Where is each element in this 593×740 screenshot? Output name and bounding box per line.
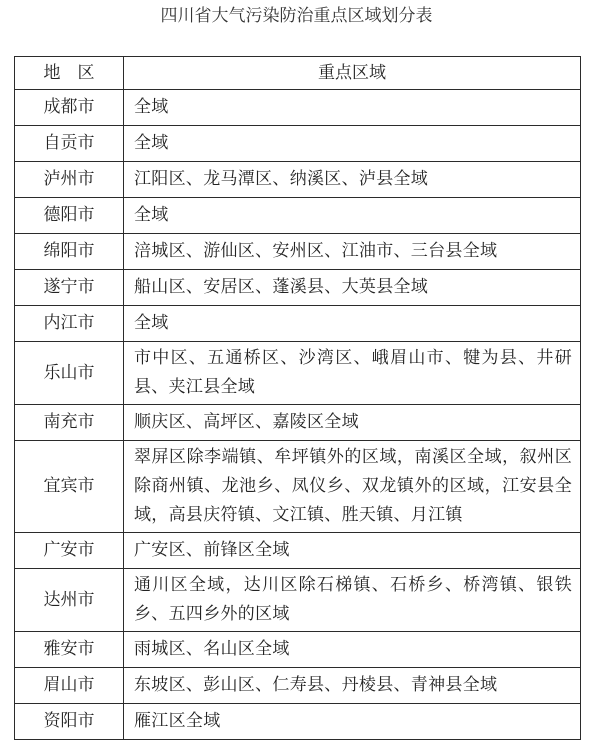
table-row — [15, 569, 581, 632]
key-area-cell: 船山区、安居区、蓬溪县、大英县全域 — [124, 270, 581, 306]
table-row — [15, 90, 581, 126]
header-key-area: 重点区域 — [124, 57, 581, 90]
region-cell: 德阳市 — [15, 198, 124, 234]
region-cell: 雅安市 — [15, 632, 124, 668]
table-row — [15, 668, 581, 704]
table-row — [15, 533, 581, 569]
key-area-cell: 全域 — [124, 306, 581, 342]
key-area-cell: 全域 — [124, 126, 581, 162]
region-cell: 广安市 — [15, 533, 124, 569]
region-cell: 眉山市 — [15, 668, 124, 704]
region-cell: 自贡市 — [15, 126, 124, 162]
table-row — [15, 198, 581, 234]
table-row — [15, 405, 581, 441]
key-area-cell: 雨城区、名山区全域 — [124, 632, 581, 668]
table-row — [15, 704, 581, 740]
table-row — [15, 306, 581, 342]
table-row — [15, 441, 581, 533]
region-cell: 成都市 — [15, 90, 124, 126]
region-cell: 乐山市 — [15, 342, 124, 405]
header-region: 地 区 — [15, 57, 124, 90]
key-area-cell: 翠屏区除李端镇、牟坪镇外的区域，南溪区全域，叙州区除商州镇、龙池乡、凤仪乡、双龙镇外的区域，江安县全域，高县庆符镇、文江镇、胜天镇、月江镇 — [124, 441, 581, 533]
region-cell: 泸州市 — [15, 162, 124, 198]
key-area-cell: 全域 — [124, 198, 581, 234]
key-area-cell: 顺庆区、高坪区、嘉陵区全域 — [124, 405, 581, 441]
key-area-cell: 江阳区、龙马潭区、纳溪区、泸县全域 — [124, 162, 581, 198]
region-cell: 绵阳市 — [15, 234, 124, 270]
table-row — [15, 162, 581, 198]
table-row — [15, 126, 581, 162]
table-header-row — [15, 57, 581, 90]
table-row — [15, 270, 581, 306]
region-cell: 达州市 — [15, 569, 124, 632]
table-row — [15, 632, 581, 668]
key-area-cell: 雁江区全域 — [124, 704, 581, 740]
table-title: 四川省大气污染防治重点区域划分表 — [160, 6, 433, 26]
key-area-cell: 市中区、五通桥区、沙湾区、峨眉山市、犍为县、井研县、夹江县全域 — [124, 342, 581, 405]
key-area-cell: 东坡区、彭山区、仁寿县、丹棱县、青神县全域 — [124, 668, 581, 704]
table-row — [15, 234, 581, 270]
key-area-cell: 涪城区、游仙区、安州区、江油市、三台县全域 — [124, 234, 581, 270]
key-area-table — [14, 56, 581, 740]
key-area-cell: 通川区全域，达川区除石梯镇、石桥乡、桥湾镇、银铁乡、五四乡外的区域 — [124, 569, 581, 632]
region-cell: 宜宾市 — [15, 441, 124, 533]
key-area-cell: 广安区、前锋区全域 — [124, 533, 581, 569]
region-cell: 南充市 — [15, 405, 124, 441]
region-cell: 内江市 — [15, 306, 124, 342]
table-row — [15, 342, 581, 405]
region-cell: 资阳市 — [15, 704, 124, 740]
key-area-cell: 全域 — [124, 90, 581, 126]
region-cell: 遂宁市 — [15, 270, 124, 306]
